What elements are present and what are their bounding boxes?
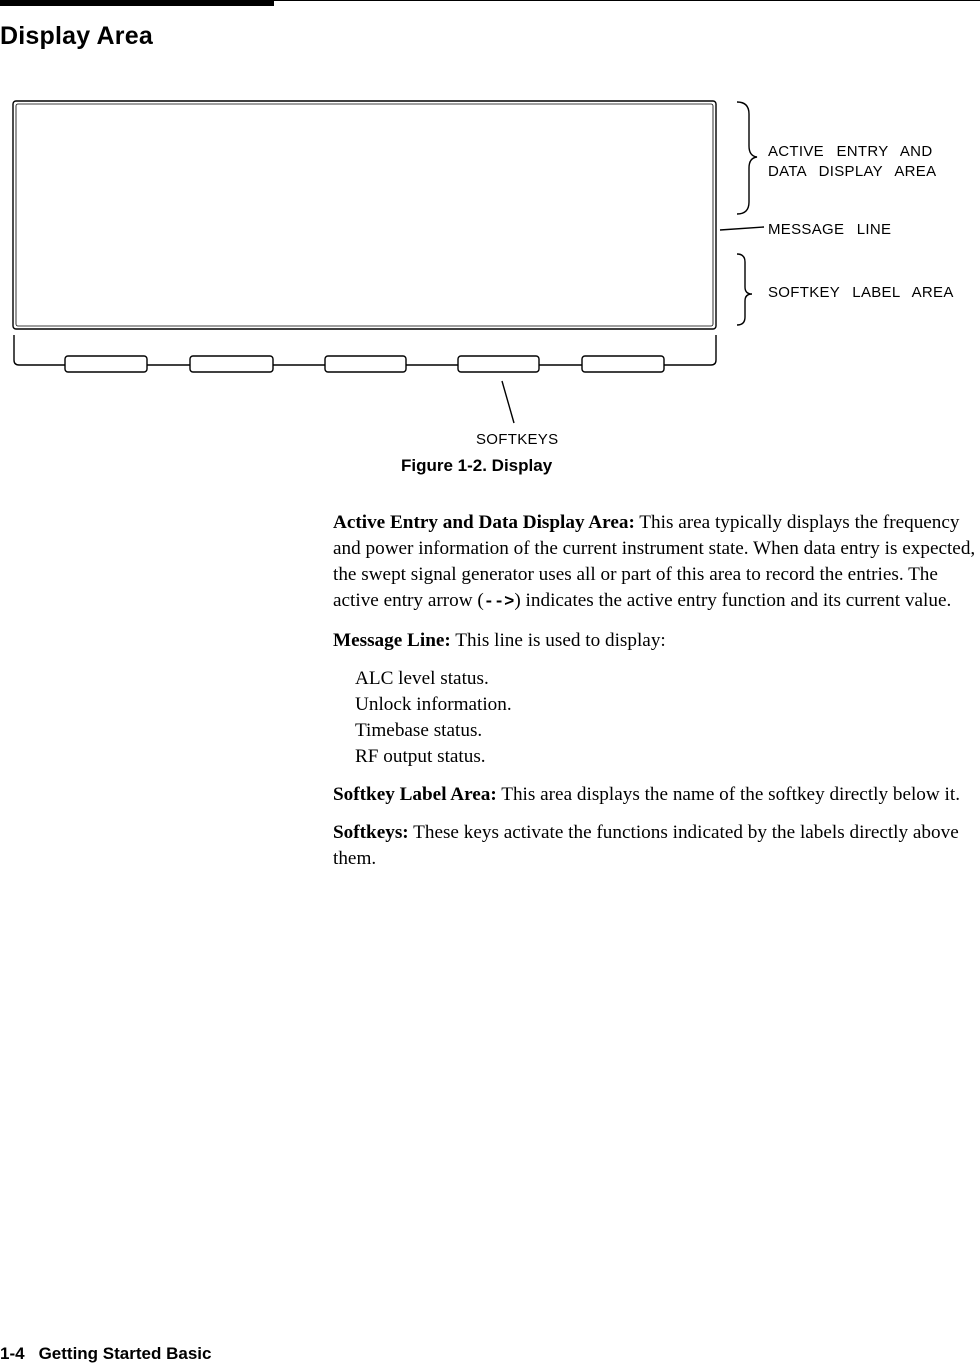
text-softkey-label-area: This area displays the name of the softkey directly below it. [496,784,961,805]
term-softkey-label-area: Softkey Label Area: [333,784,497,805]
softkey-4 [458,356,539,372]
list-item: Timebase status. [355,720,483,741]
text-active-entry-1: This area typically displays the frequency and power information of the current instrument state. When data entry is expected, the swept signal generator uses all or part of this area to record the entries. The active entry arrow ( [333,512,976,611]
softkey-label-brace [737,254,752,325]
term-message-line: Message Line: [333,630,451,651]
paragraph-message-line [333,628,978,654]
softkeys-pointer [502,381,514,423]
message-line-status-list [355,666,978,770]
softkey-1 [65,356,147,372]
manual-title: Getting Started Basic [38,1344,212,1363]
softkey-3 [325,356,406,372]
figure-caption: Figure 1-2. Display [401,456,553,475]
active-entry-arrow: --> [483,593,515,612]
page-number: 1-4 [0,1344,25,1363]
list-item: RF output status. [355,746,486,767]
display-screen [13,101,716,329]
softkey-bezel [14,335,716,365]
label-softkeys: SOFTKEYS [476,431,559,448]
header-rule-thick [0,0,274,6]
term-active-entry: Active Entry and Data Display Area: [333,512,635,533]
text-softkeys: These keys activate the functions indicated by the labels directly above them. [333,822,959,869]
body-text [333,510,978,884]
message-line-pointer [720,227,764,230]
paragraph-active-entry [333,510,978,616]
text-message-line: This line is used to display: [450,630,666,651]
list-item: ALC level status. [355,668,489,689]
label-message-line: MESSAGE LINE [768,221,892,238]
label-softkey-label-area: SOFTKEY LABEL AREA [768,284,954,301]
paragraph-softkey-label-area [333,782,978,808]
softkey-5 [582,356,664,372]
list-item: Unlock information. [355,694,512,715]
page-footer [0,1344,211,1364]
display-figure [0,80,980,480]
term-softkeys: Softkeys: [333,822,409,843]
display-screen-inner [16,104,713,326]
section-title: Display Area [0,22,153,50]
softkey-2 [190,356,273,372]
label-active-entry-line1: ACTIVE ENTRY AND [768,143,933,160]
active-entry-brace [737,102,757,214]
paragraph-softkeys [333,820,978,872]
text-active-entry-2: ) indicates the active entry function and its current value. [514,590,952,611]
header-rule-thin [274,0,980,1]
display-diagram [0,80,980,480]
label-active-entry-line2: DATA DISPLAY AREA [768,163,937,180]
